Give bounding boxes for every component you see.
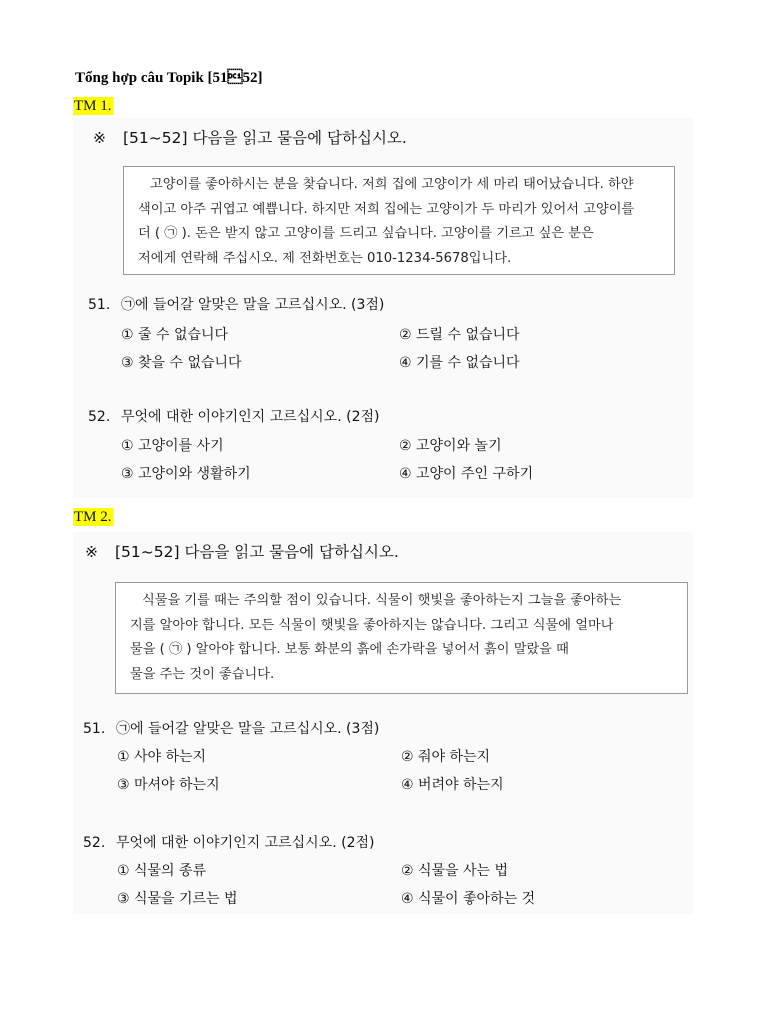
section-label-tm1: TM 1. bbox=[74, 98, 112, 114]
passage-line: 고양이를 좋아하시는 분을 찾습니다. 저희 집에 고양이가 세 마리 태어났습니다. 하얀 bbox=[150, 177, 634, 192]
question-prompt: ㉠에 들어갈 알맞은 말을 고르십시오. (3점) bbox=[116, 721, 380, 737]
passage-box bbox=[123, 166, 675, 275]
passage-line: 물을 주는 것이 좋습니다. bbox=[130, 666, 275, 682]
passage-line: 저에게 연락해 주십시오. 제 전화번호는 010-1234-5678입니다. bbox=[138, 250, 512, 266]
option-3: ③ 식물을 기르는 법 bbox=[117, 891, 238, 907]
question-prompt: 무엇에 대한 이야기인지 고르십시오. (2점) bbox=[121, 409, 380, 425]
option-4: ④ 버려야 하는지 bbox=[401, 777, 504, 793]
option-3: ③ 고양이와 생활하기 bbox=[121, 466, 251, 482]
passage-line: 색이고 아주 귀엽고 예쁩니다. 하지만 저희 집에는 고양이가 두 마리가 있어서 고양이를 bbox=[138, 201, 635, 217]
question-prompt: ㉠에 들어갈 알맞은 말을 고르십시오. (3점) bbox=[121, 297, 385, 313]
option-3: ③ 찾을 수 없습니다 bbox=[121, 355, 242, 371]
option-3: ③ 마셔야 하는지 bbox=[117, 777, 220, 793]
document-title: Tổng hợp câu Topik [5152] bbox=[75, 70, 263, 86]
question-number: 51. bbox=[83, 721, 106, 737]
option-4: ④ 기를 수 없습니다 bbox=[399, 355, 520, 371]
question-52 bbox=[88, 406, 379, 426]
instruction-text: [51~52] 다음을 읽고 물음에 답하십시오. bbox=[115, 543, 399, 561]
instruction-text: [51~52] 다음을 읽고 물음에 답하십시오. bbox=[123, 129, 407, 147]
reference-mark: ※ bbox=[93, 129, 106, 147]
question-number: 52. bbox=[88, 409, 111, 425]
option-1: ① 사야 하는지 bbox=[117, 749, 207, 765]
passage-line: 지를 알아야 합니다. 모든 식물이 햇빛을 좋아하지는 않습니다. 그리고 식물에 얼마나 bbox=[130, 617, 614, 633]
question-prompt: 무엇에 대한 이야기인지 고르십시오. (2점) bbox=[116, 835, 375, 851]
passage-line: 식물을 기를 때는 주의할 점이 있습니다. 식물이 햇빛을 좋아하는지 그늘을 좋아하는 bbox=[142, 593, 622, 608]
question-52 bbox=[83, 832, 374, 852]
section-label-tm2: TM 2. bbox=[74, 509, 112, 525]
option-2: ② 드릴 수 없습니다 bbox=[399, 327, 520, 343]
passage-box bbox=[115, 582, 688, 694]
option-1: ① 고양이를 사기 bbox=[121, 438, 224, 454]
exam-scan-1 bbox=[73, 118, 693, 498]
option-2: ② 고양이와 놀기 bbox=[399, 438, 502, 454]
option-4: ④ 식물이 좋아하는 것 bbox=[401, 891, 536, 907]
option-1: ① 줄 수 없습니다 bbox=[121, 327, 229, 343]
option-1: ① 식물의 종류 bbox=[117, 863, 207, 879]
instruction bbox=[85, 540, 399, 562]
passage-line: 물을 ( ㉠ ) 알아야 합니다. 보통 화분의 흙에 손가락을 넣어서 흙이 말랐을 때 bbox=[130, 642, 569, 657]
question-number: 52. bbox=[83, 835, 106, 851]
option-2: ② 식물을 사는 법 bbox=[401, 863, 509, 879]
passage-line: 더 ( ㉠ ). 돈은 받지 않고 고양이를 드리고 싶습니다. 고양이를 기르고 싶은 분은 bbox=[138, 226, 594, 241]
option-4: ④ 고양이 주인 구하기 bbox=[399, 466, 534, 482]
option-2: ② 줘야 하는지 bbox=[401, 749, 491, 765]
exam-scan-2 bbox=[73, 532, 693, 914]
question-51 bbox=[88, 294, 384, 314]
instruction bbox=[93, 126, 407, 148]
reference-mark: ※ bbox=[85, 543, 98, 561]
question-number: 51. bbox=[88, 297, 111, 313]
question-51 bbox=[83, 718, 379, 738]
